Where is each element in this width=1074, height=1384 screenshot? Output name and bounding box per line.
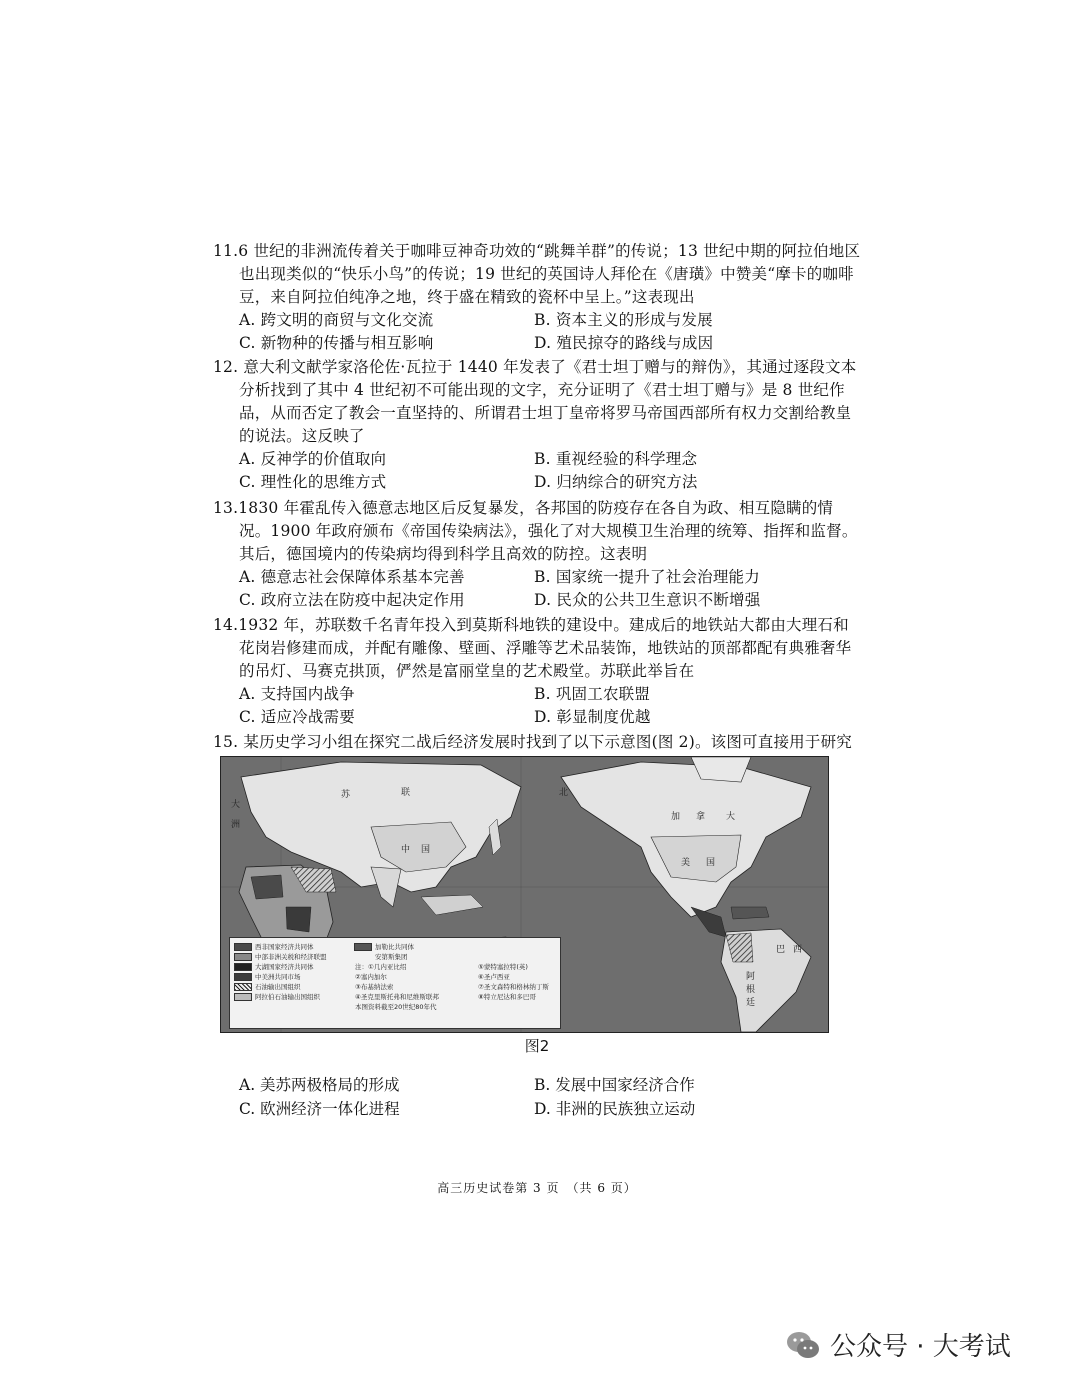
- legend-item: 阿拉伯石油输出国组织: [255, 992, 320, 1001]
- legend-item: 石油输出国组织: [255, 982, 301, 991]
- watermark-text: 公众号 · 大考试: [830, 1332, 1011, 1362]
- legend-note: 本图资料截至20世纪80年代: [355, 1002, 437, 1011]
- option-a: A. 反神学的价值取向: [239, 450, 387, 468]
- legend-swatch: [234, 983, 252, 991]
- question-15: [213, 731, 863, 754]
- legend-item: 西非国家经济共同体: [255, 942, 314, 951]
- option-b: B. 巩固工农联盟: [534, 685, 651, 703]
- legend-note: ⑦圣文森特和格林纳丁斯: [478, 982, 549, 991]
- map-label: 洲: [231, 820, 241, 830]
- map-label: 中: [401, 845, 411, 855]
- legend-swatch: [234, 963, 252, 971]
- question-stem: 12. 意大利文献学家洛伦佐·瓦拉于 1440 年发表了《君士坦丁赠与的辩伪》，其通过逐段文本分析找到了其中 4 世纪初不可能出现的文字，充分证明了《君士坦丁赠与》是 8 世纪作品，从而否定了教会一直坚持的、所谓君士坦丁皇帝将罗马帝国西部所有权力交割给教皇的说法。这反映了: [213, 358, 857, 445]
- map-label: 美: [681, 858, 691, 868]
- map-label: 阿: [746, 972, 756, 982]
- legend-item: 安第斯集团: [375, 952, 408, 961]
- map-label: 西: [793, 945, 803, 955]
- map-label: 根: [746, 985, 756, 995]
- legend-item: 加勒比共同体: [375, 942, 414, 951]
- question-11: [213, 240, 863, 355]
- legend-note: ⑤蒙特塞拉特(英): [478, 962, 528, 971]
- option-d: D. 归纳综合的研究方法: [534, 473, 698, 491]
- map-label: 北: [559, 788, 569, 798]
- option-c: C. 理性化的思维方式: [239, 473, 387, 491]
- watermark: [786, 1326, 1011, 1363]
- legend-swatch: [234, 953, 252, 961]
- question-stem: 14.1932 年，苏联数千名青年投入到莫斯科地铁的建设中。建成后的地铁站大都由大理石和花岗岩修建而成，并配有雕像、壁画、浮雕等艺术品装饰，地铁站的顶部都配有典雅奢华的吊灯、马赛克拱顶，俨然是富丽堂皇的艺术殿堂。苏联此举旨在: [213, 616, 852, 680]
- map-label: 拿: [696, 812, 706, 822]
- option-c: C. 欧洲经济一体化进程: [239, 1100, 400, 1118]
- option-b: B. 资本主义的形成与发展: [534, 311, 713, 329]
- figure-caption: 图2: [524, 1037, 550, 1055]
- map-label: 苏: [341, 790, 351, 800]
- legend-swatch: [234, 993, 252, 1001]
- option-c: C. 新物种的传播与相互影响: [239, 334, 434, 352]
- legend-note: ②塞内加尔: [355, 972, 387, 981]
- options: [213, 309, 863, 355]
- map-label: 加: [671, 812, 681, 822]
- question-15-options: [239, 1073, 889, 1121]
- map-label: 廷: [746, 998, 756, 1008]
- question-13: [213, 497, 863, 612]
- world-map-figure: [220, 756, 829, 1033]
- options: [213, 566, 863, 612]
- legend-swatch: [354, 953, 372, 961]
- legend-item: 大湖国家经济共同体: [255, 962, 314, 971]
- wechat-icon: [786, 1330, 820, 1360]
- option-c: C. 政府立法在防疫中起决定作用: [239, 591, 465, 609]
- legend-swatch: [354, 943, 372, 951]
- legend-note: ⑧特立尼达和多巴哥: [478, 992, 536, 1001]
- question-stem: 15. 某历史学习小组在探究二战后经济发展时找到了以下示意图(图 2)。该图可直接用于研究: [213, 733, 852, 751]
- option-c: C. 适应冷战需要: [239, 708, 355, 726]
- option-b: B. 重视经验的科学理念: [534, 450, 698, 468]
- map-legend: [229, 937, 561, 1029]
- legend-item: 中部非洲关税和经济联盟: [255, 952, 327, 961]
- option-a: A. 美苏两极格局的形成: [239, 1076, 400, 1094]
- map-label: 巴: [776, 945, 786, 955]
- question-12: [213, 356, 863, 494]
- legend-note: ③布基纳法索: [355, 982, 394, 991]
- map-label: 大: [231, 800, 241, 810]
- option-d: D. 民众的公共卫生意识不断增强: [534, 591, 761, 609]
- legend-swatch: [234, 943, 252, 951]
- legend-swatch: [234, 973, 252, 981]
- options: [213, 683, 863, 729]
- question-stem: 13.1830 年霍乱传入德意志地区后反复暴发，各邦国的防疫存在各自为政、相互隐瞒的情况。1900 年政府颁布《帝国传染病法》，强化了对大规模卫生治理的统筹、指挥和监督。其后，德国境内的传染病均得到科学且高效的防控。这表明: [213, 499, 858, 563]
- map-label: 国: [421, 845, 431, 855]
- option-a: A. 德意志社会保障体系基本完善: [239, 568, 465, 586]
- page-footer: 高三历史试卷第 3 页 （共 6 页）: [437, 1181, 637, 1195]
- legend-note: ⑥圣卢西亚: [478, 972, 510, 981]
- map-label: 大: [726, 812, 736, 822]
- question-14: [213, 614, 863, 729]
- option-a: A. 跨文明的商贸与文化交流: [239, 311, 434, 329]
- option-b: B. 发展中国家经济合作: [534, 1076, 695, 1094]
- legend-item: 中美洲共同市场: [255, 972, 301, 981]
- legend-note: 注：①几内亚比绍: [355, 962, 407, 971]
- map-label: 联: [401, 788, 411, 798]
- question-stem: 11.6 世纪的非洲流传着关于咖啡豆神奇功效的“跳舞羊群”的传说；13 世纪中期的阿拉伯地区也出现类似的“快乐小鸟”的传说；19 世纪的英国诗人拜伦在《唐璜》中赞美“摩卡的咖啡豆，来自阿拉伯纯净之地，终于盛在精致的瓷杯中呈上。”这表现出: [213, 242, 861, 306]
- legend-note: ④圣克里斯托弗和尼维斯联邦: [355, 992, 439, 1001]
- option-d: D. 非洲的民族独立运动: [534, 1100, 696, 1118]
- option-a: A. 支持国内战争: [239, 685, 355, 703]
- option-b: B. 国家统一提升了社会治理能力: [534, 568, 760, 586]
- option-d: D. 彰显制度优越: [534, 708, 651, 726]
- options: [213, 448, 863, 494]
- option-d: D. 殖民掠夺的路线与成因: [534, 334, 714, 352]
- map-label: 国: [706, 858, 716, 868]
